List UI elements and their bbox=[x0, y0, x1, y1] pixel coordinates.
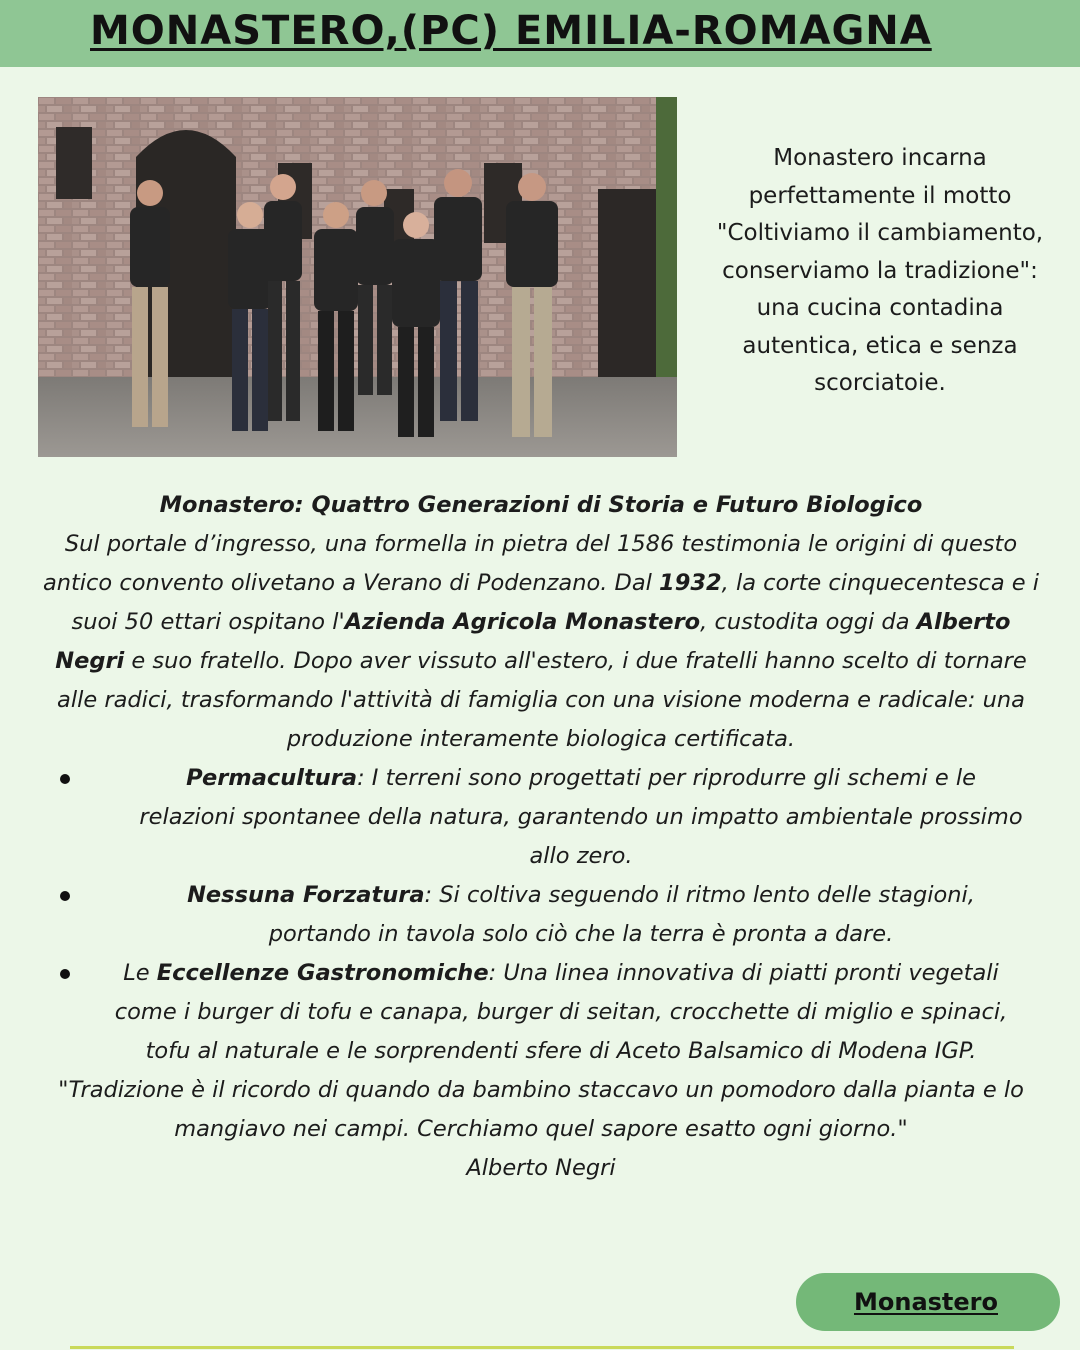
intro-text: Monastero incarna perfettamente il motto "Coltiviamo il cambiamento, conserviamo la tradizione": una cucina contadina autentica, etica e senza scorciatoie. bbox=[716, 145, 1044, 396]
features-list bbox=[36, 759, 1046, 1071]
list-item: Le Eccellenze Gastronomiche: Una linea innovativa di piatti pronti vegetali come i burger di tofu e canapa, burger di seitan, crocchette di miglio e spinaci, tofu al naturale e le sorprendenti sfere di Aceto Balsamico di Modena IGP. bbox=[36, 954, 1046, 1071]
article-paragraph: Sul portale d’ingresso, una formella in pietra del 1586 testimonia le origini di questo antico convento olivetano a Verano di Podenzano. Dal 1932, la corte cinquecentesca e i suoi 50 ettari ospitano l'Azienda Agricola Monastero, custodita oggi da Alberto Negri e suo fratello. Dopo aver vissuto all'estero, i due fratelli hanno scelto di tornare alle radici, trasformando l'attività di famiglia con una visione moderna e radicale: una produzione interamente biologica certificata. bbox=[42, 531, 1040, 752]
owner-name: Alberto Negri bbox=[55, 609, 1011, 674]
list-item: Nessuna Forzatura: Si coltiva seguendo il ritmo lento delle stagioni, portando in tavola solo ciò che la terra è pronta a dare. bbox=[36, 876, 1046, 954]
page-title: MONASTERO,(PC) EMILIA-ROMAGNA bbox=[90, 8, 932, 54]
monastero-link-button[interactable]: Monastero bbox=[796, 1273, 1060, 1331]
title-banner bbox=[0, 0, 1080, 67]
quote-author: Alberto Negri bbox=[466, 1155, 616, 1181]
company-name: Azienda Agricola Monastero bbox=[344, 609, 701, 635]
team-photo bbox=[38, 97, 677, 457]
founding-year: 1932 bbox=[659, 570, 722, 596]
list-item: Permacultura: I terreni sono progettati per riprodurre gli schemi e le relazioni spontanee della natura, garantendo un impatto ambientale prossimo allo zero. bbox=[36, 759, 1046, 876]
quote: "Tradizione è il ricordo di quando da bambino staccavo un pomodoro dalla pianta e lo mangiavo nei campi. Cerchiamo quel sapore esatto ogni giorno." Alberto Negri bbox=[58, 1077, 1024, 1181]
article-heading: Monastero: Quattro Generazioni di Storia e Futuro Biologico bbox=[159, 492, 923, 518]
article-body bbox=[36, 486, 1046, 1188]
divider bbox=[70, 1346, 1014, 1349]
